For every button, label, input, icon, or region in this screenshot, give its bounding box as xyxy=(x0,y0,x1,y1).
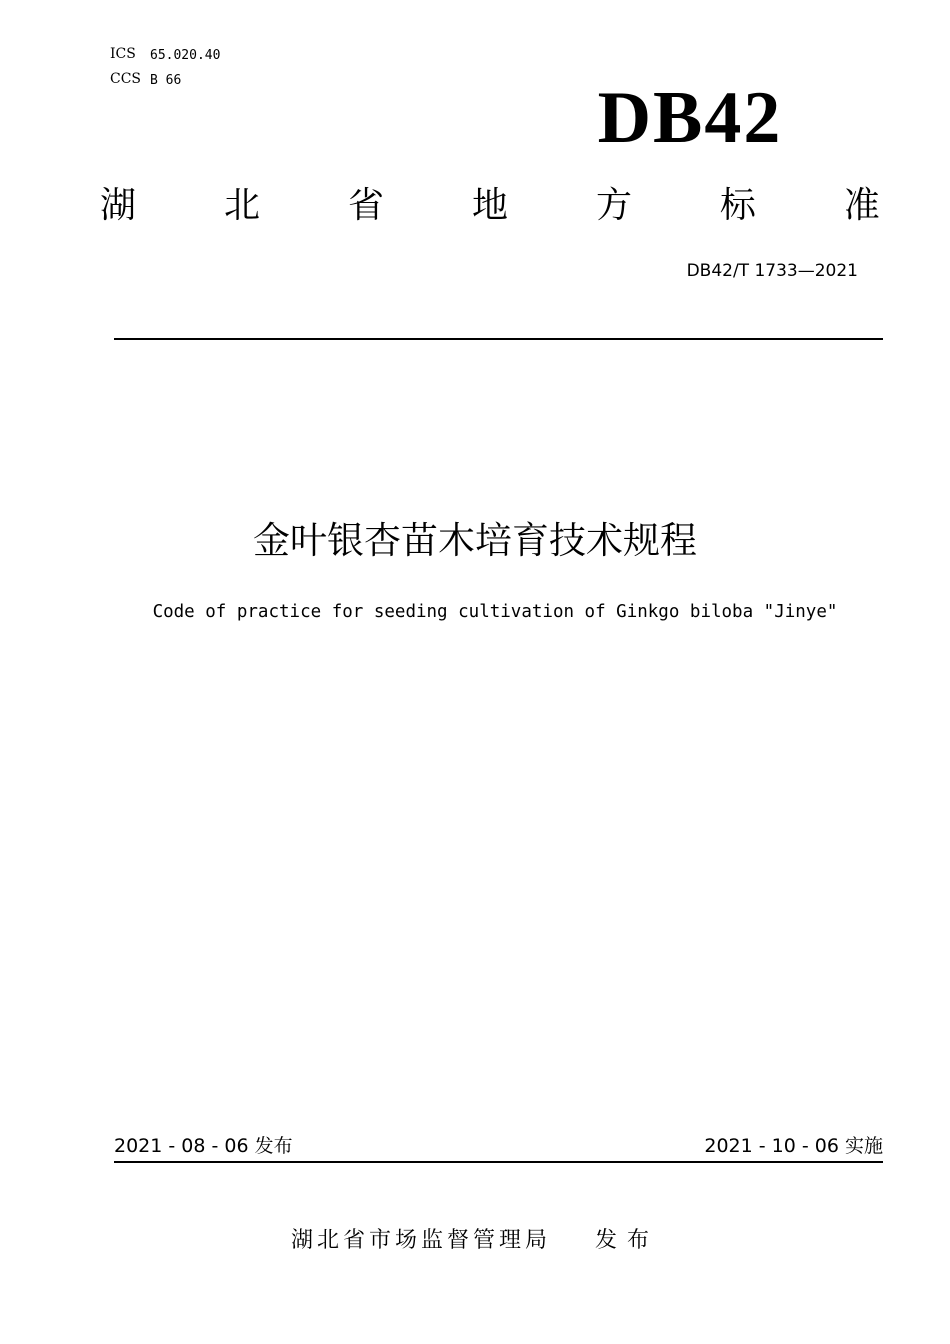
issue-date: 2021 - 08 - 06 发布 xyxy=(114,1135,293,1157)
header-divider xyxy=(114,338,883,340)
standard-kind-char: 湖 xyxy=(100,185,137,226)
document-title-cn: 金叶银杏苗木培育技术规程 xyxy=(253,519,697,562)
standard-kind-char: 省 xyxy=(347,185,384,226)
ics-value: 65.020.40 xyxy=(150,48,221,63)
ccs-value: B 66 xyxy=(150,73,182,88)
ics-label: ICS xyxy=(110,46,136,62)
standard-kind-char: 北 xyxy=(223,185,260,226)
standard-code: DB42/T 1733—2021 xyxy=(686,261,858,281)
standard-mark: DB42 xyxy=(597,77,783,159)
standard-kind-char: 地 xyxy=(471,185,508,226)
standard-kind-char: 方 xyxy=(595,185,632,226)
implementation-date: 2021 - 10 - 06 实施 xyxy=(704,1135,883,1157)
issuer xyxy=(0,1224,950,1258)
document-title-en: Code of practice for seeding cultivation of Ginkgo biloba "Jinye" xyxy=(152,602,838,622)
standard-kind-char: 标 xyxy=(719,185,756,226)
standard-kind-char: 准 xyxy=(843,185,880,226)
footer-divider xyxy=(114,1161,883,1163)
standard-kind xyxy=(100,180,880,232)
issuer-action: 发布 xyxy=(595,1228,660,1253)
issuer-organization: 湖北省市场监督管理局 xyxy=(290,1228,551,1253)
ccs-label: CCS xyxy=(110,71,142,87)
